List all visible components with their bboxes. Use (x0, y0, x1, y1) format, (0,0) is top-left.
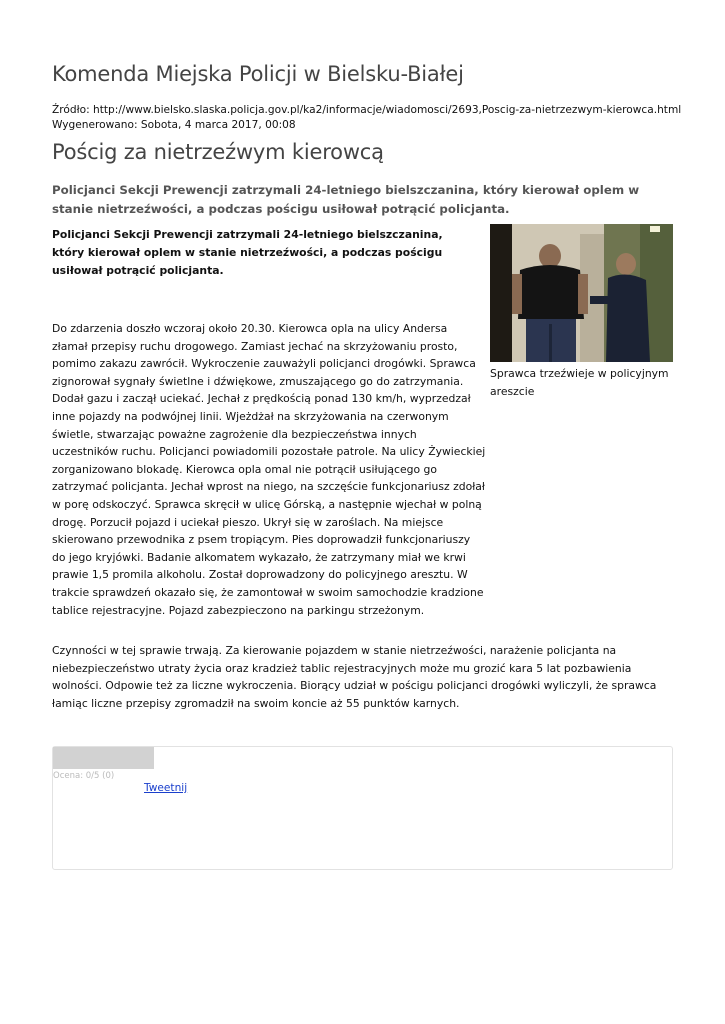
tweet-link[interactable]: Tweetnij (144, 782, 188, 794)
article-figure (490, 224, 673, 401)
rating-stars[interactable] (53, 747, 154, 769)
article-body: Do zdarzenia doszło wczoraj około 20.30. Kierowca opla na ulicy Andersa złamał przepisy ruchu drogowego. Zamiast jechać na skrzyżowaniu prosto, pomimo zakazu zawrócił. Wykroczenie zauważyli policjanci drogówki. Sprawca zignorował sygnały świetlne i dźwiękowe, zmuszającego go do zatrzymania. Dodał gazu i zaczął uciekać. Jechał z prędkością ponad 130 km/h, wyprzedzał inne pojazdy na podwójnej linii. Wjeżdżał na skrzyżowania na czerwonym świetle, stwarzając poważne zagrożenie dla bezpieczeństwa innych uczestników ruchu. Policjanci powiadomili pozostałe patrole. Na ulicy Żywieckiej zorganizowano blokadę. Kierowca opla omal nie potrącił usiłującego go zatrzymać policjanta. Jechał wprost na niego, na szczęście funkcjonariusz zdołał w porę odskoczyć. Sprawca skręcił w ulicę Górską, a następnie wjechał w polną drogę. Porzucił pojazd i uciekał pieszo. Ukrył się w zaroślach. Na miejsce skierowano przewodnika z psem tropiącym. Pies doprowadził funkcjonariuszy do jego kryjówki. Badanie alkomatem wykazało, że zatrzymany miał we krwi prawie 1,5 promila alkoholu. Został doprowadzony do policyjnego aresztu. W trakcie sprawdzeń okazało się, że zamontował w swoim samochodzie kradzione tablice rejestracyjne. Pojazd zabezpieczono na parkingu strzeżonym. (52, 322, 486, 617)
site-title: Komenda Miejska Policji w Bielsku-Białej (52, 62, 464, 86)
generated-date: Wygenerowano: Sobota, 4 marca 2017, 00:08 (52, 119, 296, 131)
image-caption: Sprawca trzeźwieje w policyjnym areszcie (490, 367, 669, 398)
article-photo (490, 224, 673, 362)
article-lead: Policjanci Sekcji Prewencji zatrzymali 24-letniego bielszczanina, który kierował oplem w stanie nietrzeźwości, a podczas pościgu usiłował potrącić policjanta. (52, 183, 640, 216)
source-url: Źródło: http://www.bielsko.slaska.policja.gov.pl/ka2/informacje/wiadomosci/2693,Poscig-za-nietrzezwym-kierowca.html (52, 104, 682, 116)
rating-label: Ocena: 0/5 (0) (53, 771, 115, 781)
article-title: Pościg za nietrzeźwym kierowcą (52, 140, 384, 164)
source-meta (52, 103, 681, 133)
article-intro: Policjanci Sekcji Prewencji zatrzymali 24-letniego bielszczanina, który kierował oplem w stanie nietrzeźwości, a podczas pościgu usiłował potrącić policjanta. (52, 228, 443, 277)
article-closing: Czynności w tej sprawie trwają. Za kierowanie pojazdem w stanie nietrzeźwości, narażenie policjanta na niebezpieczeństwo utraty życia oraz kradzież tablic rejestracyjnych może mu grozić kara 5 lat pozbawienia wolności. Odpowie też za liczne wykroczenia. Biorący udział w pościgu policjanci drogówki wyliczyli, że sprawca łamiąc liczne przepisy zgromadził na swoim koncie aż 55 punktów karnych. (52, 644, 657, 710)
rating-panel (52, 746, 673, 870)
